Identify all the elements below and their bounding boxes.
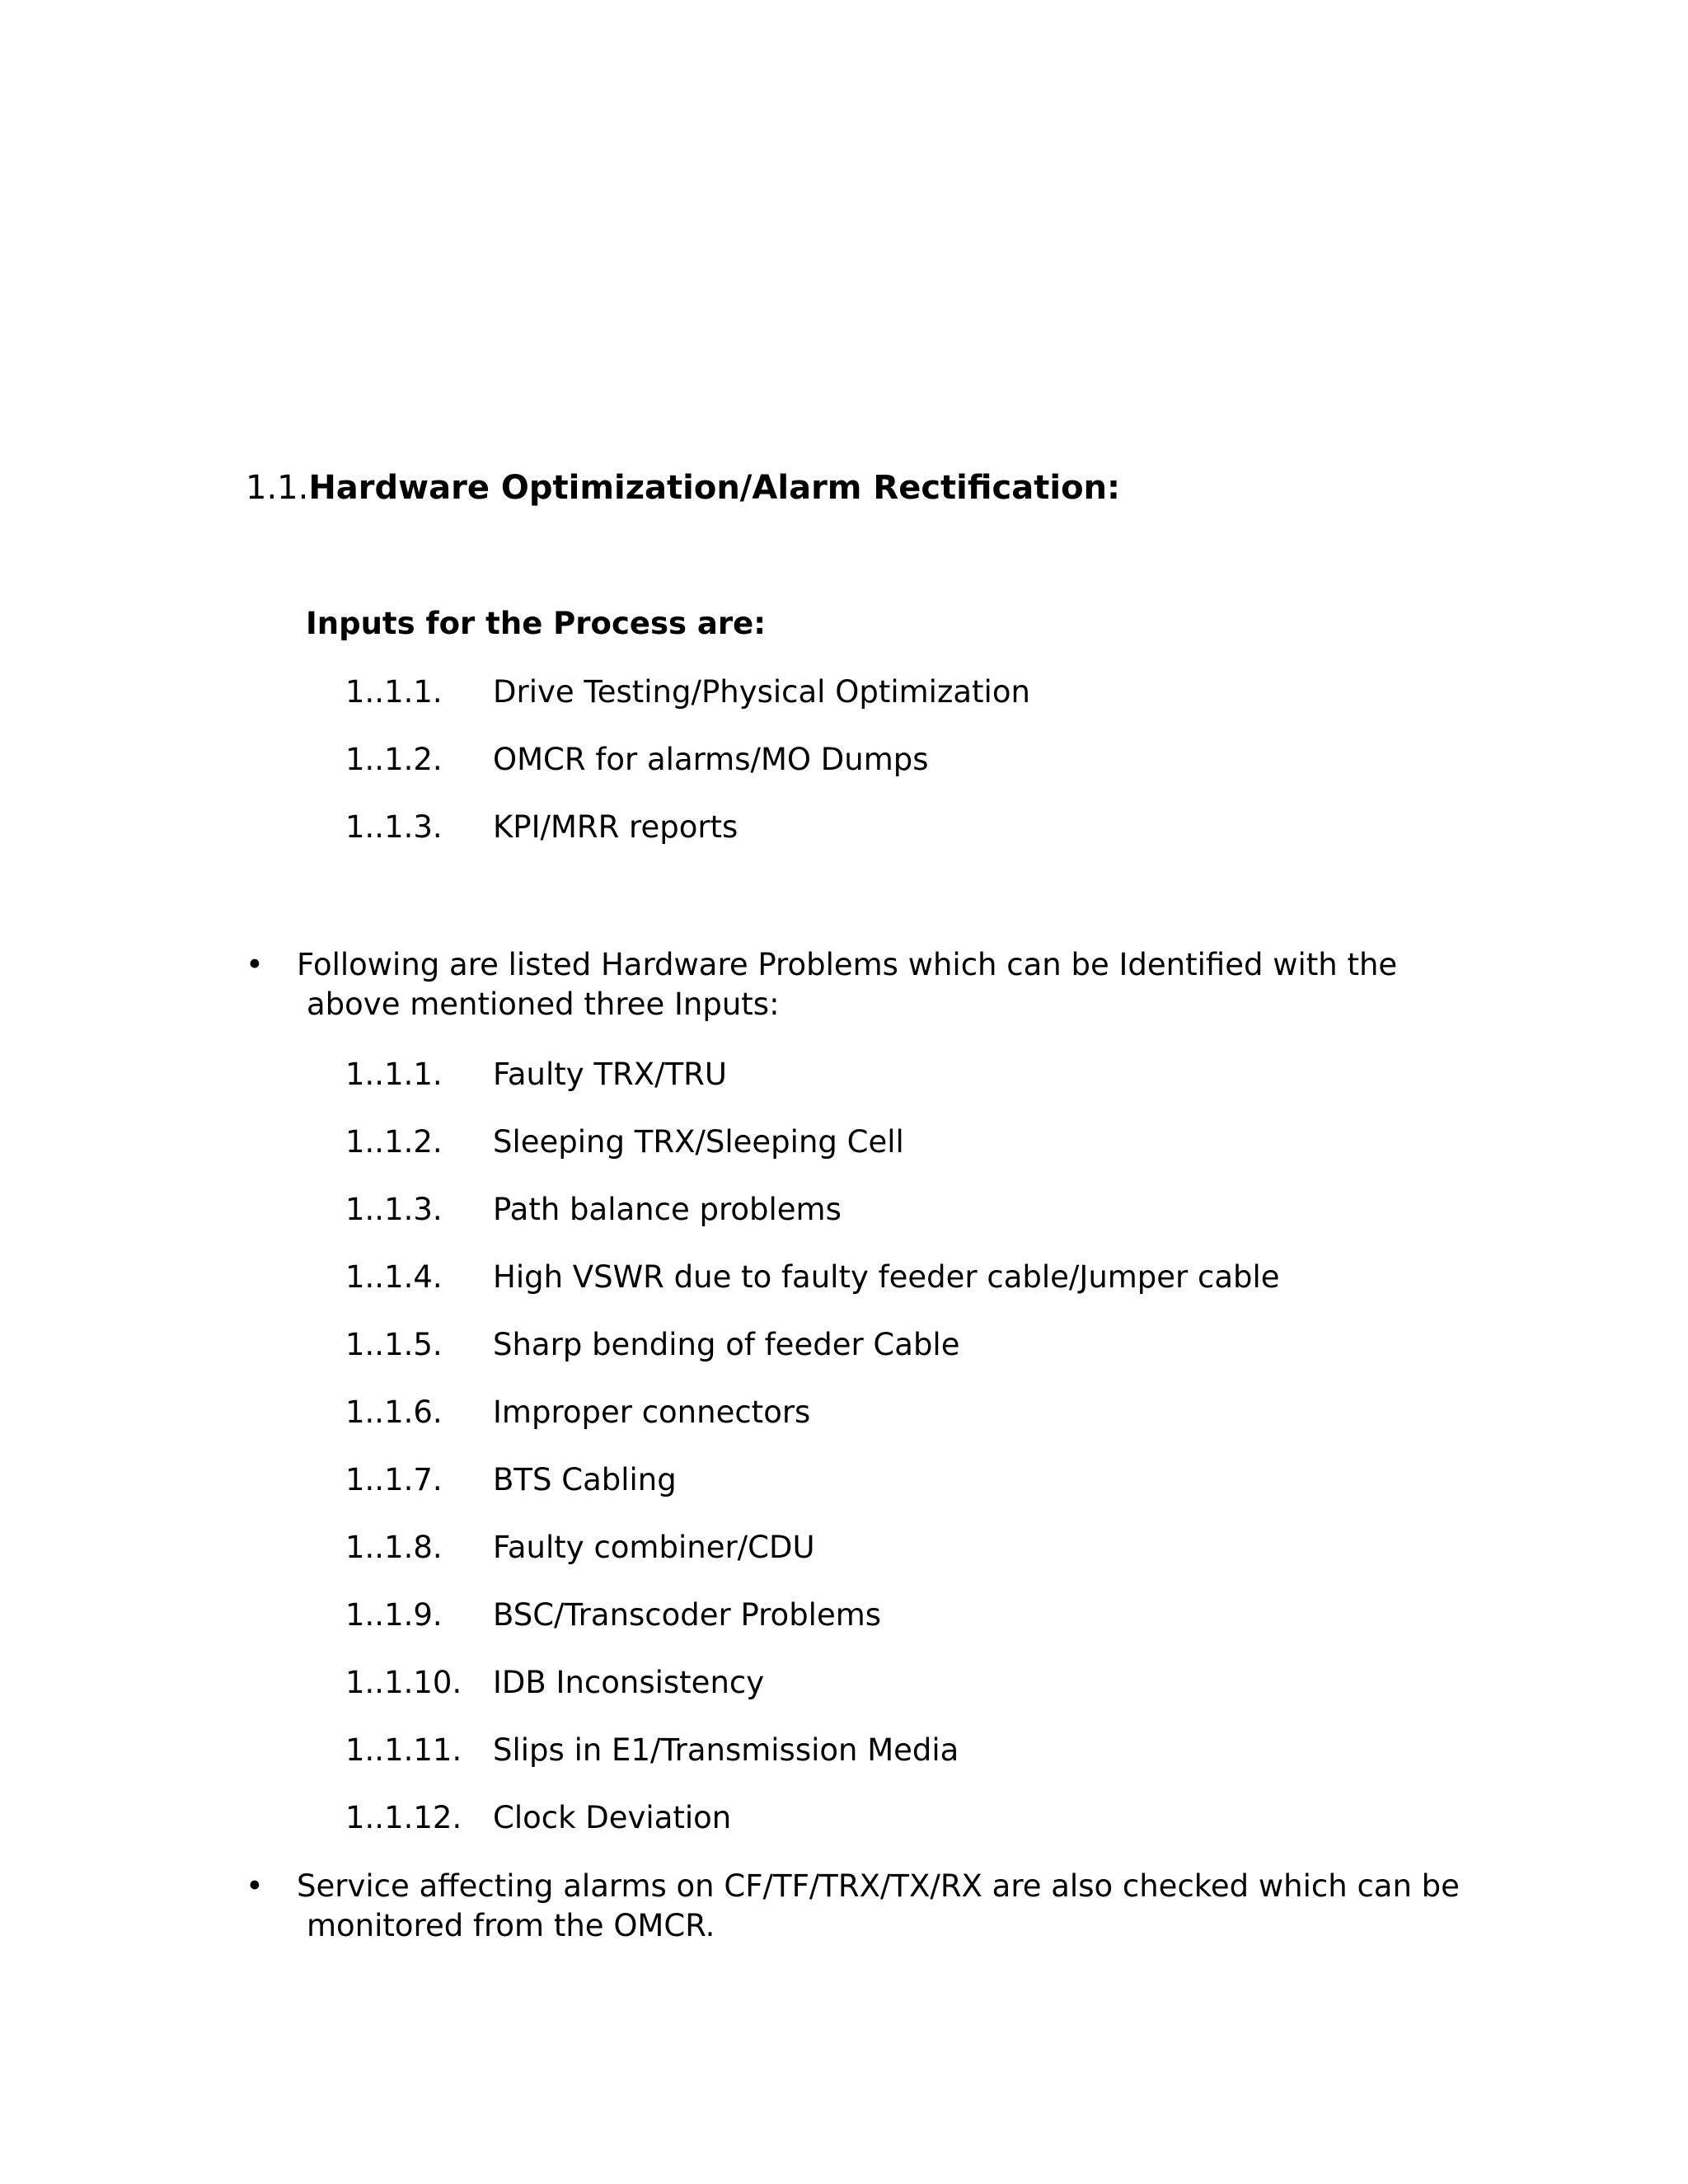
list-item-text: OMCR for alarms/MO Dumps [493,742,929,777]
list-item-number: 1..1.1. [345,1057,443,1092]
bullet-line: monitored from the OMCR. [307,1908,715,1943]
list-item-text: Clock Deviation [493,1800,732,1835]
list-item-text: IDB Inconsistency [493,1665,765,1700]
list-item-text: Faulty TRX/TRU [493,1057,727,1092]
bullet-text [297,945,1533,1024]
bullet-icon: • [246,1868,264,1904]
inputs-heading: Inputs for the Process are: [306,606,767,641]
list-item-number: 1..1.1. [345,674,443,710]
list-item-number: 1..1.3. [345,809,443,845]
list-item-text: BTS Cabling [493,1462,677,1497]
list-item-text: BSC/Transcoder Problems [493,1597,882,1633]
list-item-number: 1..1.9. [345,1597,443,1633]
list-item-number: 1..1.2. [345,742,443,777]
bullet-text [297,1867,1533,1946]
list-item-number: 1..1.10. [345,1665,462,1700]
list-item-number: 1..1.8. [345,1530,443,1565]
list-item-number: 1..1.3. [345,1192,443,1227]
list-item-text: Path balance problems [493,1192,842,1227]
bullet-line: above mentioned three Inputs: [307,987,780,1022]
list-item-text: KPI/MRR reports [493,809,738,845]
list-item-number: 1..1.2. [345,1124,443,1160]
bullet-line: Service affecting alarms on CF/TF/TRX/TX/RX are also checked which can be [297,1868,1460,1904]
list-item-number: 1..1.11. [345,1732,462,1768]
list-item-text: Improper connectors [493,1394,811,1430]
list-item-text: Sleeping TRX/Sleeping Cell [493,1124,904,1160]
list-item-number: 1..1.5. [345,1327,443,1362]
bullet-line: Following are listed Hardware Problems which can be Identified with the [297,947,1398,982]
list-item-number: 1..1.7. [345,1462,443,1497]
bullet-icon: • [246,947,264,982]
list-item-text: Drive Testing/Physical Optimization [493,674,1030,710]
list-item-text: Sharp bending of feeder Cable [493,1327,960,1362]
section-title: Hardware Optimization/Alarm Rectification: [308,469,1121,507]
list-item-text: Slips in E1/Transmission Media [493,1732,959,1768]
list-item-number: 1..1.4. [345,1259,443,1295]
section-heading [246,465,1120,511]
section-number: 1.1. [246,469,309,507]
list-item-text: Faulty combiner/CDU [493,1530,815,1565]
list-item-text: High VSWR due to faulty feeder cable/Jumper cable [493,1259,1280,1295]
list-item-number: 1..1.12. [345,1800,462,1835]
list-item-number: 1..1.6. [345,1394,443,1430]
